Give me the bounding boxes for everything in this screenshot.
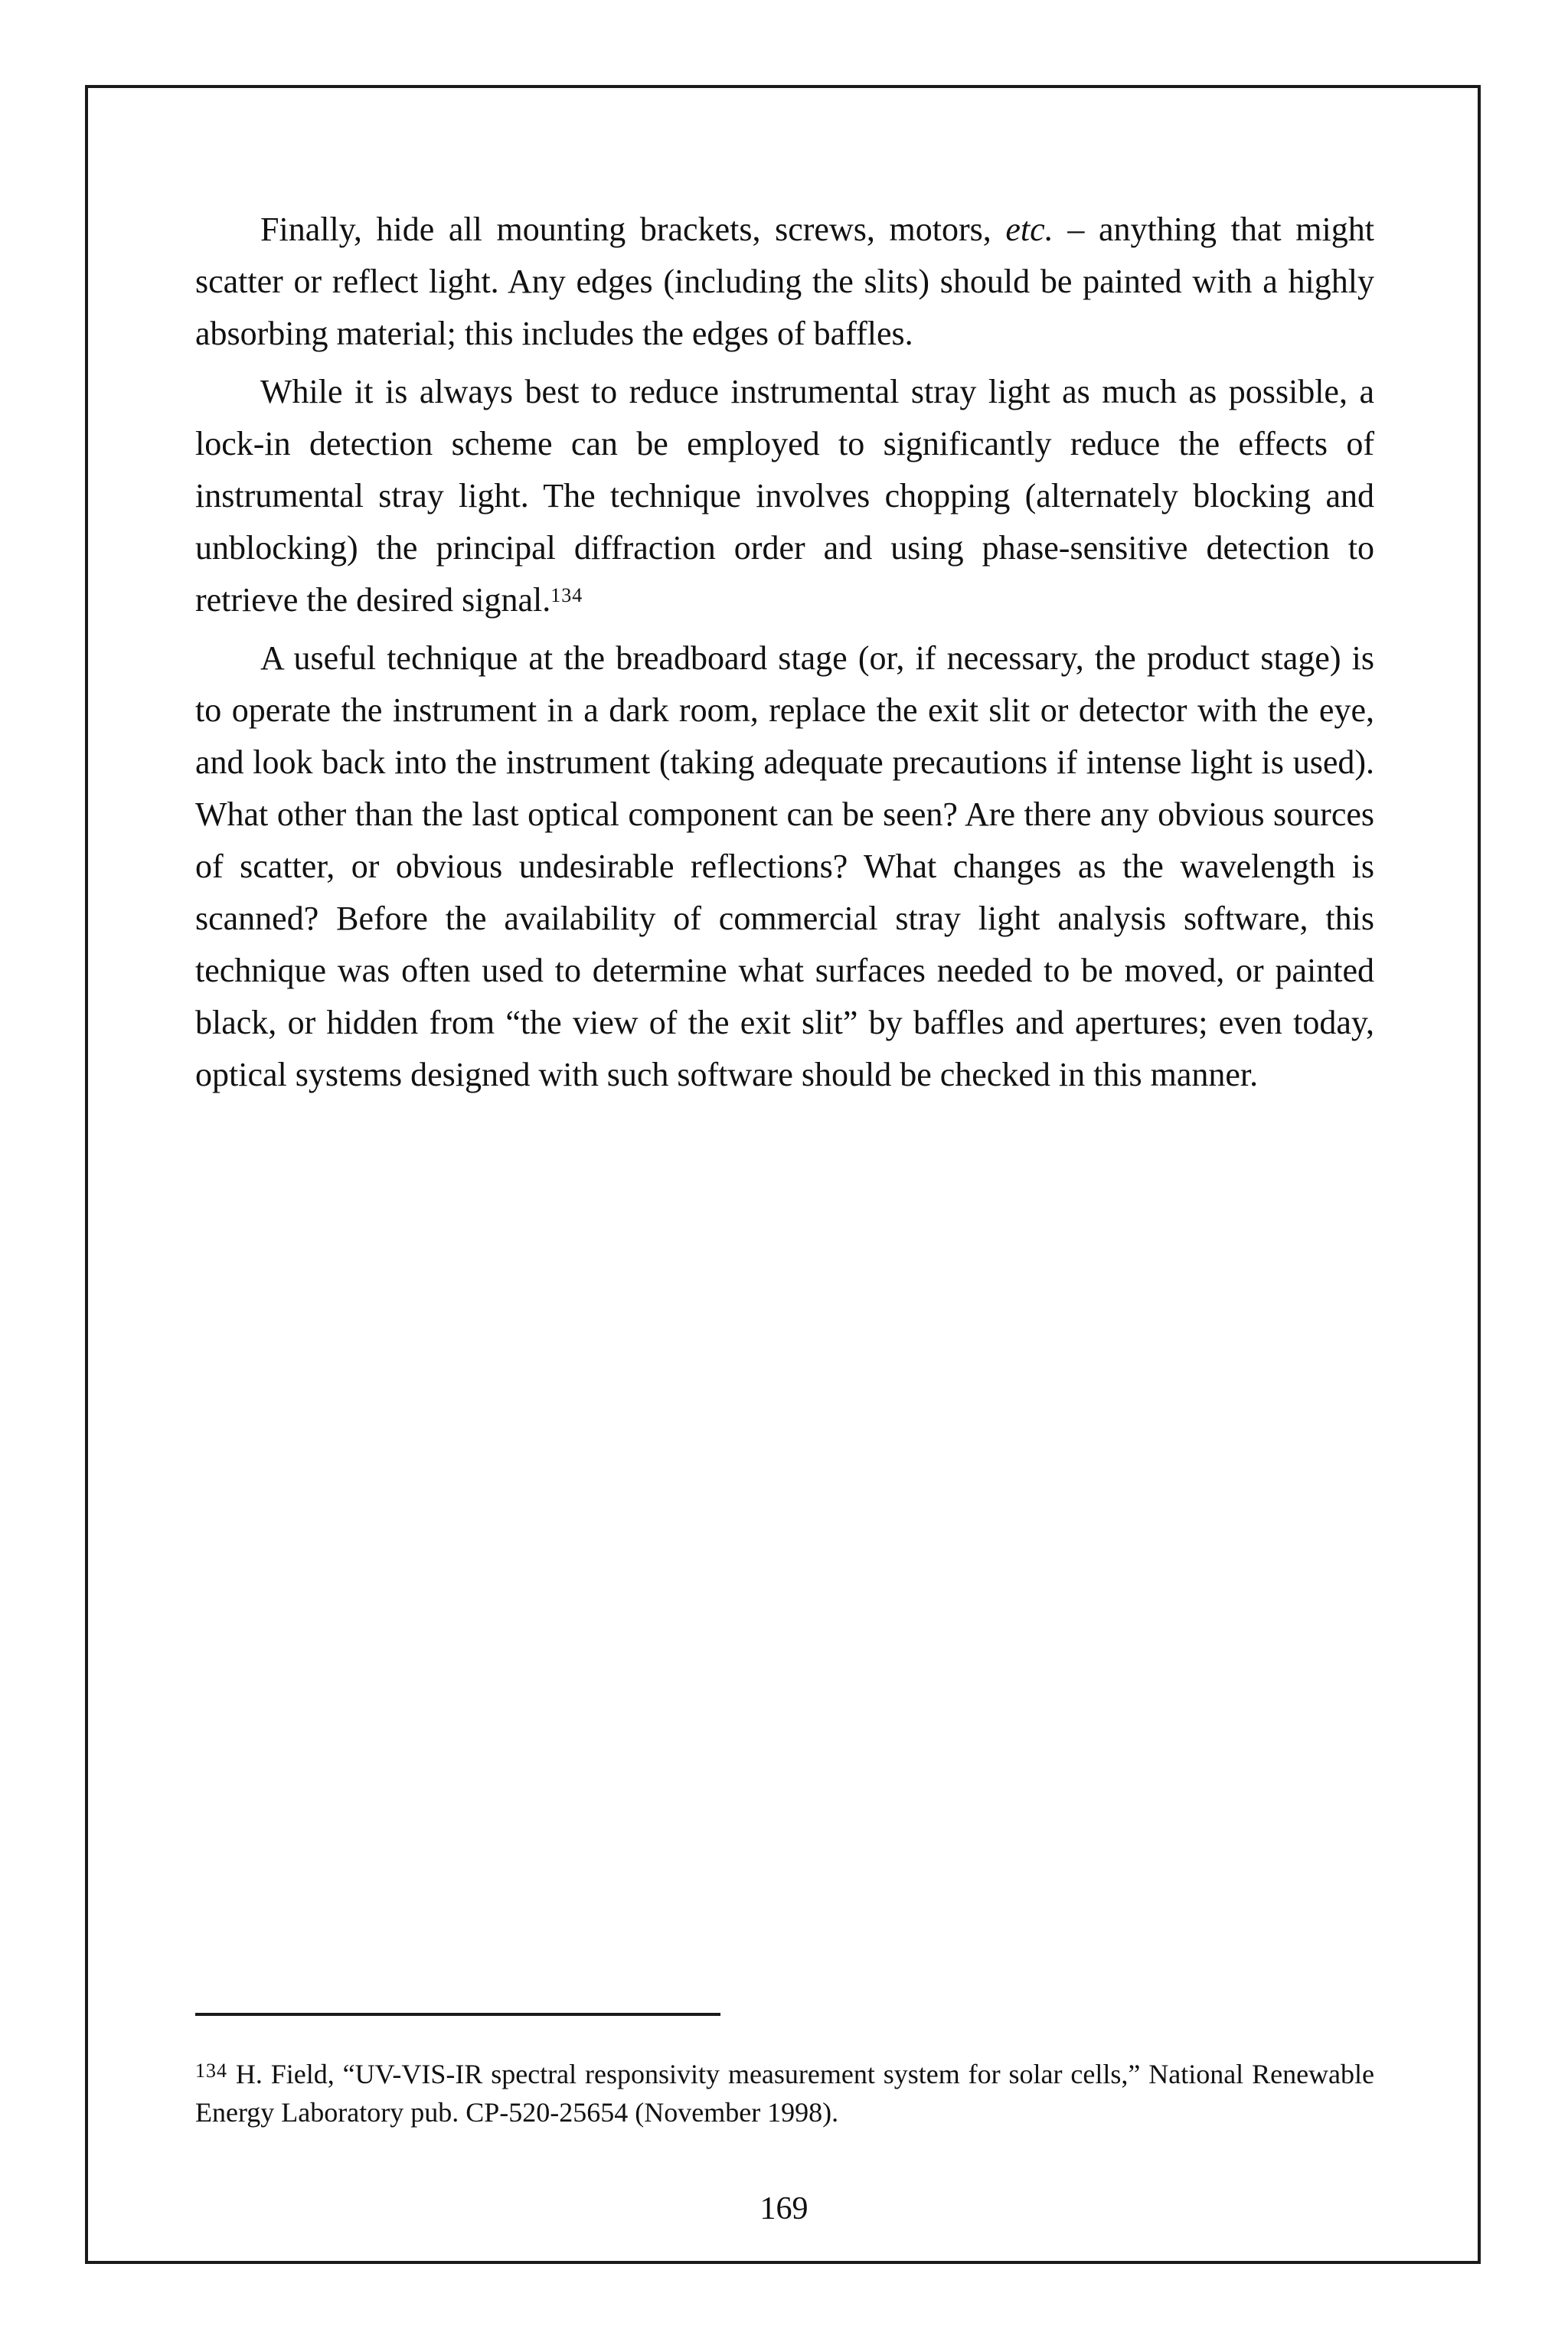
paragraph-1 — [195, 204, 1374, 360]
footnote-number: 134 — [195, 2060, 227, 2082]
footnote-text: H. Field, “UV-VIS-IR spectral responsivity measurement system for solar cells,” National Renewable Energy Laboratory pub. CP-520-25654 (November 1998). — [195, 2059, 1374, 2128]
paragraph-2-text: While it is always best to reduce instrumental stray light as much as possible, a lock-in detection scheme can be employed to significantly reduce the effects of instrumental stray light. The technique involves chopping (alternately blocking and unblocking) the principal diffraction order and using phase-sensitive detection to retrieve the desired signal. — [195, 373, 1374, 619]
paragraph-1-text-a: Finally, hide all mounting brackets, screws, motors, — [260, 211, 1006, 248]
footnote — [195, 2055, 1374, 2132]
body-text — [195, 204, 1374, 1107]
paragraph-3-text: A useful technique at the breadboard stage (or, if necessary, the product stage) is to operate the instrument in a dark room, replace the exit slit or detector with the eye, and look back into the instrument (taking adequate precautions if intense light is used). What other than the last optical component can be seen? Are there any obvious sources of scatter, or obvious undesirable reflections? What changes as the wavelength is scanned? Before the availability of commercial stray light analysis software, this technique was often used to determine what surfaces needed to be moved, or painted black, or hidden from “the view of the exit slit” by baffles and apertures; even today, optical systems designed with such software should be checked in this manner. — [195, 639, 1374, 1093]
paragraph-1-text-b: – anything that might scatter or reflect light. Any edges (including the slits) should be painted with a highly absorbing material; this includes the edges of baffles. — [195, 211, 1374, 352]
paragraph-3 — [195, 632, 1374, 1101]
paragraph-1-italic: etc. — [1005, 211, 1054, 248]
paragraph-2 — [195, 366, 1374, 626]
footnote-separator — [195, 2013, 720, 2016]
page-number: 169 — [760, 2191, 808, 2226]
footnote-reference: 134 — [550, 584, 583, 606]
